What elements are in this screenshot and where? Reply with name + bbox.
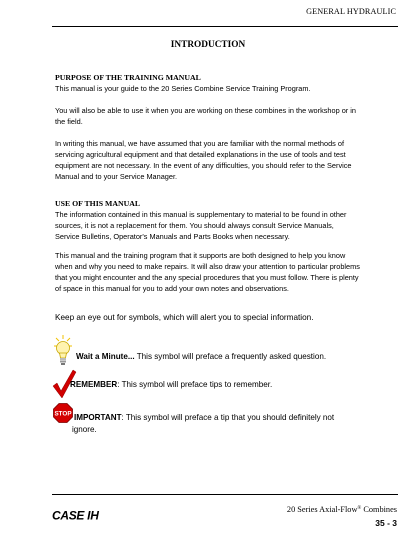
text-line: Manual and to your Service Manager.: [55, 172, 178, 181]
purpose-paragraph-3: [55, 138, 390, 182]
lightbulb-icon: [53, 335, 73, 367]
purpose-paragraph-1: [55, 83, 390, 94]
stop-sign-icon: [53, 403, 73, 423]
symbol-description: This symbol will preface a frequently asked question.: [134, 352, 327, 361]
use-paragraph-2: [55, 250, 390, 294]
stop-sign-text: STOP: [54, 410, 72, 418]
section-heading-purpose: PURPOSE OF THE TRAINING MANUAL: [55, 73, 201, 82]
text-line: when and why you need to make repairs. It will also draw your attention to particular problems: [55, 262, 360, 271]
logo-text: CASE IH: [52, 508, 99, 522]
text-line: The information contained in this manual is supplementary to material to be found in other: [55, 210, 347, 219]
series-name: 20 Series Axial-Flow: [286, 505, 358, 514]
symbol-description: : This symbol will preface a tip that you should definitely not: [121, 413, 335, 422]
header-rule: [52, 26, 398, 27]
text-line: equipment are not necessary. In the event of any difficulties, you should refer to the Service: [55, 161, 352, 170]
symbol-description: : This symbol will preface tips to remember.: [117, 380, 273, 389]
case-ih-logo: [52, 508, 116, 527]
symbol-label: REMEMBER: [70, 380, 118, 389]
symbol-row-important-continued: ignore.: [72, 425, 97, 434]
symbol-row-wait: [76, 352, 326, 361]
text-line: You will also be able to use it when you are working on these combines in the workshop or in: [55, 106, 356, 115]
symbols-intro: Keep an eye out for symbols, which will alert you to special information.: [55, 313, 314, 322]
series-tail: Combines: [361, 505, 397, 514]
running-header: GENERAL HYDRAULIC: [306, 7, 396, 16]
section-heading-use: USE OF THIS MANUAL: [55, 199, 141, 208]
text-line: This manual is your guide to the 20 Series Combine Service Training Program.: [55, 84, 311, 93]
text-line: that you might encounter and the any special procedures that you must follow. There is plenty: [55, 273, 359, 282]
text-line: servicing agricultural equipment and that detailed explanations in the use of tools and test: [55, 150, 346, 159]
symbol-row-remember: [70, 380, 272, 389]
purpose-paragraph-2: [55, 105, 390, 127]
text-line: In writing this manual, we have assumed that you are familiar with the normal methods of: [55, 139, 344, 148]
page-title: INTRODUCTION: [170, 40, 246, 50]
text-line: of space in this manual for you to add your own notes and observations.: [55, 284, 289, 293]
text-line: Service Bulletins, Operator's Manuals and Parts Books when necessary.: [55, 232, 290, 241]
symbol-label: Wait a Minute...: [76, 352, 135, 361]
registered-mark: ®: [357, 506, 362, 511]
text-line: the field.: [55, 117, 83, 126]
page-number: 35 - 3: [375, 518, 397, 528]
symbol-row-important: [74, 413, 334, 422]
footer-rule: [52, 494, 398, 495]
footer-series-title: [287, 505, 397, 514]
text-line: sources, it is not a replacement for them. You should always consult Service Manuals,: [55, 221, 334, 230]
symbol-label: IMPORTANT: [74, 413, 122, 422]
text-line: This manual and the training program that it supports are both designed to help you know: [55, 251, 346, 260]
use-paragraph-1: [55, 209, 390, 242]
